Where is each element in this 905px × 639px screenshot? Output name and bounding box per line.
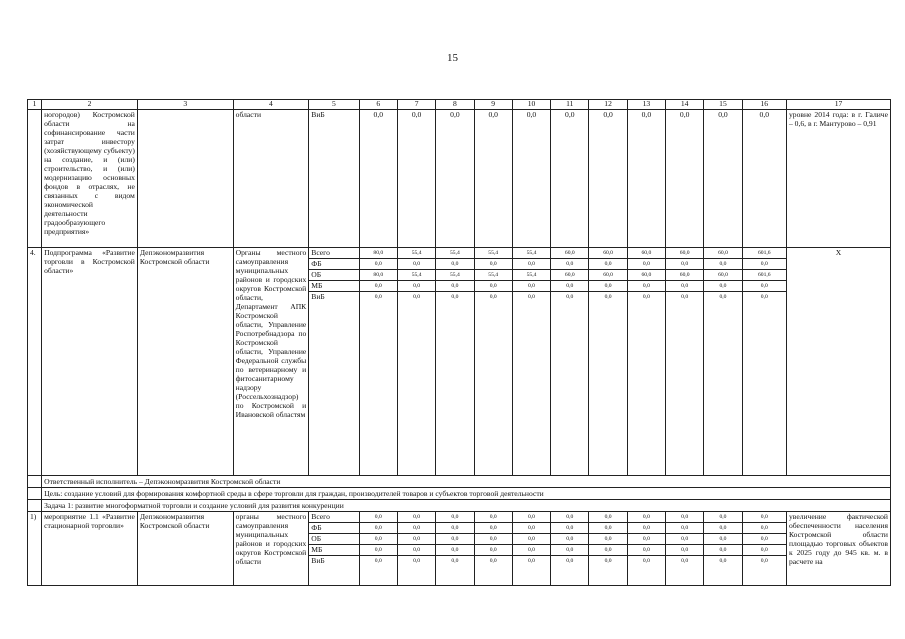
value-cell: 0,0: [413, 294, 421, 300]
value-cell: 0,0: [436, 523, 473, 534]
header-cell: 2: [42, 100, 138, 110]
value-cell: 0,0: [527, 294, 535, 300]
value-cell: 0,0: [681, 558, 689, 564]
result-cell: X: [786, 248, 890, 476]
value-column-cell: [359, 512, 397, 586]
source-label: ОБ: [309, 534, 358, 545]
value-cell: 0,0: [681, 294, 689, 300]
value-cell: 0,0: [397, 110, 435, 248]
source-cell: ВиБ: [309, 110, 359, 248]
value-cell: 0,0: [360, 523, 397, 534]
value-cell: 0,0: [666, 512, 703, 523]
value-cell: 0,0: [704, 523, 741, 534]
value-column-cell: [704, 512, 742, 586]
value-cell: 0,0: [589, 281, 626, 292]
value-cell: 0,0: [398, 534, 435, 545]
value-cell: 601,6: [743, 248, 786, 259]
value-cell: 0,0: [704, 545, 741, 556]
source-label: ФБ: [309, 523, 358, 534]
source-label: ВиБ: [311, 292, 325, 301]
value-cell: 0,0: [628, 259, 665, 270]
value-cell: 0,0: [743, 545, 786, 556]
measure-name-cell: ногородов) Костромской области на софинансирование части затрат инвестору (хозяйствующему субъекту) на создание, и (или) строительство, и (или) модернизацию основных фондов в отраслях, не связанных с видом экономической деятельности градообразующего предприятия»: [42, 110, 138, 248]
source-label: Всего: [309, 512, 358, 523]
value-column-cell: [627, 248, 665, 476]
value-cell: 0,0: [475, 523, 512, 534]
header-cell: 11: [551, 100, 589, 110]
value-cell: 0,0: [551, 534, 588, 545]
value-cell: 0,0: [398, 259, 435, 270]
value-cell: 60,0: [628, 248, 665, 259]
responsible-cell: Депэкономразвития Костромской области: [137, 248, 233, 476]
value-cell: 0,0: [551, 259, 588, 270]
header-cell: 10: [512, 100, 550, 110]
header-cell: 3: [137, 100, 233, 110]
value-cell: 0,0: [743, 281, 786, 292]
value-column-cell: [474, 248, 512, 476]
source-label: ОБ: [309, 270, 358, 281]
value-cell: 0,0: [513, 512, 550, 523]
value-cell: 0,0: [359, 110, 397, 248]
value-cell: 0,0: [704, 281, 741, 292]
value-cell: 55,4: [475, 270, 512, 281]
table-row-measure: [28, 512, 891, 586]
value-cell: 0,0: [589, 512, 626, 523]
value-cell: 0,0: [666, 545, 703, 556]
value-column-cell: [666, 248, 704, 476]
value-cell: 0,0: [551, 110, 589, 248]
source-label: Всего: [309, 248, 358, 259]
value-column-cell: [551, 248, 589, 476]
value-column-cell: [474, 512, 512, 586]
value-cell: 60,0: [551, 248, 588, 259]
header-cell: 15: [704, 100, 742, 110]
value-cell: 0,0: [628, 523, 665, 534]
value-cell: 0,0: [436, 281, 473, 292]
value-cell: 60,0: [666, 270, 703, 281]
value-cell: 0,0: [666, 110, 704, 248]
value-cell: 0,0: [436, 534, 473, 545]
task-text: Задача 1: развитие многоформатной торговли и создание условий для развития конкуренции: [42, 500, 891, 512]
value-cell: 0,0: [513, 545, 550, 556]
value-cell: 0,0: [413, 558, 421, 564]
goal-text: Цель: создание условий для формирования комфортной среды в сфере торговли для граждан, производителей товаров и субъектов торговой деятельности: [42, 488, 891, 500]
value-column-cell: [436, 512, 474, 586]
header-cell: 12: [589, 100, 627, 110]
value-cell: 60,0: [589, 248, 626, 259]
value-cell: 0,0: [436, 512, 473, 523]
value-cell: 0,0: [628, 534, 665, 545]
executor-cell: Органы местного самоуправления муниципальных районов и городских округов Костромской области, Департамент АПК Костромской области, Управление Роспотребнадзора по Костромской области, Управление Федеральной службы по ветеринарному и фитосанитарному надзору (Россельхознадзор) по Костромской и Ивановской областям: [233, 248, 309, 476]
source-cell: [309, 512, 359, 586]
value-cell: 0,0: [513, 523, 550, 534]
value-cell: 55,4: [475, 248, 512, 259]
header-cell: 7: [397, 100, 435, 110]
value-cell: 0,0: [436, 110, 474, 248]
value-column-cell: [512, 512, 550, 586]
header-row: [28, 100, 891, 110]
value-column-cell: [397, 248, 435, 476]
value-cell: 0,0: [566, 294, 574, 300]
value-cell: 0,0: [604, 294, 612, 300]
value-cell: 0,0: [628, 545, 665, 556]
value-cell: 0,0: [566, 558, 574, 564]
value-cell: 0,0: [360, 545, 397, 556]
row-number-cell: 1): [28, 512, 42, 586]
value-cell: 55,4: [513, 248, 550, 259]
value-cell: 0,0: [704, 110, 742, 248]
value-cell: 0,0: [513, 281, 550, 292]
value-column-cell: [589, 512, 627, 586]
responsible-text: Ответственный исполнитель – Депэкономразвития Костромской области: [42, 476, 891, 488]
value-cell: 0,0: [489, 558, 497, 564]
value-cell: 60,0: [666, 248, 703, 259]
header-cell: 1: [28, 100, 42, 110]
value-cell: 0,0: [743, 259, 786, 270]
measure-name-cell: Подпрограмма «Развитие торговли в Костромской области»: [42, 248, 138, 476]
header-cell: 14: [666, 100, 704, 110]
header-cell: 17: [786, 100, 890, 110]
source-label: ВиБ: [311, 556, 325, 565]
value-cell: 0,0: [475, 545, 512, 556]
value-cell: 0,0: [436, 259, 473, 270]
value-cell: 0,0: [360, 281, 397, 292]
value-cell: 0,0: [589, 259, 626, 270]
value-cell: 0,0: [760, 558, 768, 564]
value-column-cell: [436, 248, 474, 476]
value-cell: 0,0: [666, 281, 703, 292]
value-column-cell: [589, 248, 627, 476]
value-column-cell: [359, 248, 397, 476]
value-cell: 60,0: [589, 270, 626, 281]
value-cell: 0,0: [743, 512, 786, 523]
responsible-cell: Депэкономразвития Костромской области: [137, 512, 233, 586]
value-cell: 0,0: [666, 259, 703, 270]
value-column-cell: [397, 512, 435, 586]
value-cell: 0,0: [551, 545, 588, 556]
value-cell: 0,0: [360, 259, 397, 270]
value-cell: 0,0: [513, 534, 550, 545]
value-cell: 0,0: [475, 259, 512, 270]
value-cell: 55,4: [398, 248, 435, 259]
value-cell: 0,0: [512, 110, 550, 248]
header-cell: 6: [359, 100, 397, 110]
task-row: [28, 500, 891, 512]
value-column-cell: [742, 248, 786, 476]
header-cell: 9: [474, 100, 512, 110]
executor-cell: области: [233, 110, 309, 248]
value-cell: 0,0: [475, 534, 512, 545]
value-cell: 55,4: [436, 270, 473, 281]
executor-cell: органы местного самоуправления муниципальных районов и городских округов Костромской области: [233, 512, 309, 586]
header-cell: 5: [309, 100, 359, 110]
value-cell: 60,0: [628, 270, 665, 281]
value-cell: 0,0: [589, 110, 627, 248]
value-cell: 0,0: [642, 294, 650, 300]
goal-row: [28, 488, 891, 500]
value-cell: 0,0: [436, 545, 473, 556]
value-cell: 601,6: [743, 270, 786, 281]
source-label: ФБ: [309, 259, 358, 270]
value-cell: 0,0: [743, 523, 786, 534]
measure-name-cell: мероприятие 1.1 «Развитие стационарной торговли»: [42, 512, 138, 586]
value-column-cell: [742, 512, 786, 586]
value-cell: 60,0: [704, 270, 741, 281]
value-cell: 0,0: [475, 281, 512, 292]
value-cell: 0,0: [527, 558, 535, 564]
value-column-cell: [666, 512, 704, 586]
value-cell: 0,0: [642, 558, 650, 564]
value-cell: 0,0: [704, 259, 741, 270]
value-cell: 0,0: [704, 512, 741, 523]
value-cell: 0,0: [666, 523, 703, 534]
value-cell: 0,0: [374, 294, 382, 300]
value-cell: 0,0: [551, 512, 588, 523]
value-cell: 80,0: [360, 270, 397, 281]
value-cell: 0,0: [474, 110, 512, 248]
value-cell: 0,0: [628, 512, 665, 523]
value-cell: 0,0: [719, 294, 727, 300]
result-cell: увеличение фактической обеспеченности населения Костромской области площадью торговых объектов к 2025 году до 945 кв. м. в расчете на: [786, 512, 890, 586]
value-cell: 0,0: [589, 534, 626, 545]
value-cell: 0,0: [360, 512, 397, 523]
value-cell: 0,0: [398, 281, 435, 292]
page-number: 15: [447, 52, 458, 64]
value-cell: 0,0: [398, 545, 435, 556]
value-cell: 0,0: [513, 259, 550, 270]
value-column-cell: [704, 248, 742, 476]
value-cell: 0,0: [451, 294, 459, 300]
value-cell: 0,0: [374, 558, 382, 564]
value-column-cell: [512, 248, 550, 476]
value-cell: 0,0: [589, 545, 626, 556]
result-cell: уровне 2014 года: в г. Галиче – 0,6, в г. Мантурово – 0,91: [786, 110, 890, 248]
value-cell: 60,0: [704, 248, 741, 259]
value-cell: 55,4: [398, 270, 435, 281]
value-cell: 0,0: [360, 534, 397, 545]
value-cell: 0,0: [451, 558, 459, 564]
value-cell: 0,0: [489, 294, 497, 300]
value-cell: 0,0: [719, 558, 727, 564]
value-cell: 0,0: [760, 294, 768, 300]
value-cell: 0,0: [589, 523, 626, 534]
table-row-subprogram: [28, 248, 891, 476]
value-column-cell: [551, 512, 589, 586]
responsible-row: [28, 476, 891, 488]
source-label: МБ: [309, 545, 358, 556]
value-cell: 0,0: [627, 110, 665, 248]
value-column-cell: [627, 512, 665, 586]
row-number-cell: 4.: [28, 248, 42, 476]
value-cell: 0,0: [551, 523, 588, 534]
source-cell: [309, 248, 359, 476]
header-cell: 13: [627, 100, 665, 110]
header-cell: 4: [233, 100, 309, 110]
value-cell: 0,0: [551, 281, 588, 292]
value-cell: 0,0: [666, 534, 703, 545]
value-cell: 0,0: [743, 534, 786, 545]
value-cell: 0,0: [475, 512, 512, 523]
value-cell: 0,0: [704, 534, 741, 545]
table-row-continued: [28, 110, 891, 248]
header-cell: 16: [742, 100, 786, 110]
program-table: [27, 99, 891, 586]
value-cell: 55,4: [436, 248, 473, 259]
value-cell: 0,0: [628, 281, 665, 292]
value-cell: 0,0: [398, 512, 435, 523]
value-cell: 80,0: [360, 248, 397, 259]
value-cell: 0,0: [398, 523, 435, 534]
value-cell: 60,0: [551, 270, 588, 281]
value-cell: 55,4: [513, 270, 550, 281]
source-label: МБ: [309, 281, 358, 292]
value-cell: 0,0: [742, 110, 786, 248]
value-cell: 0,0: [604, 558, 612, 564]
header-cell: 8: [436, 100, 474, 110]
